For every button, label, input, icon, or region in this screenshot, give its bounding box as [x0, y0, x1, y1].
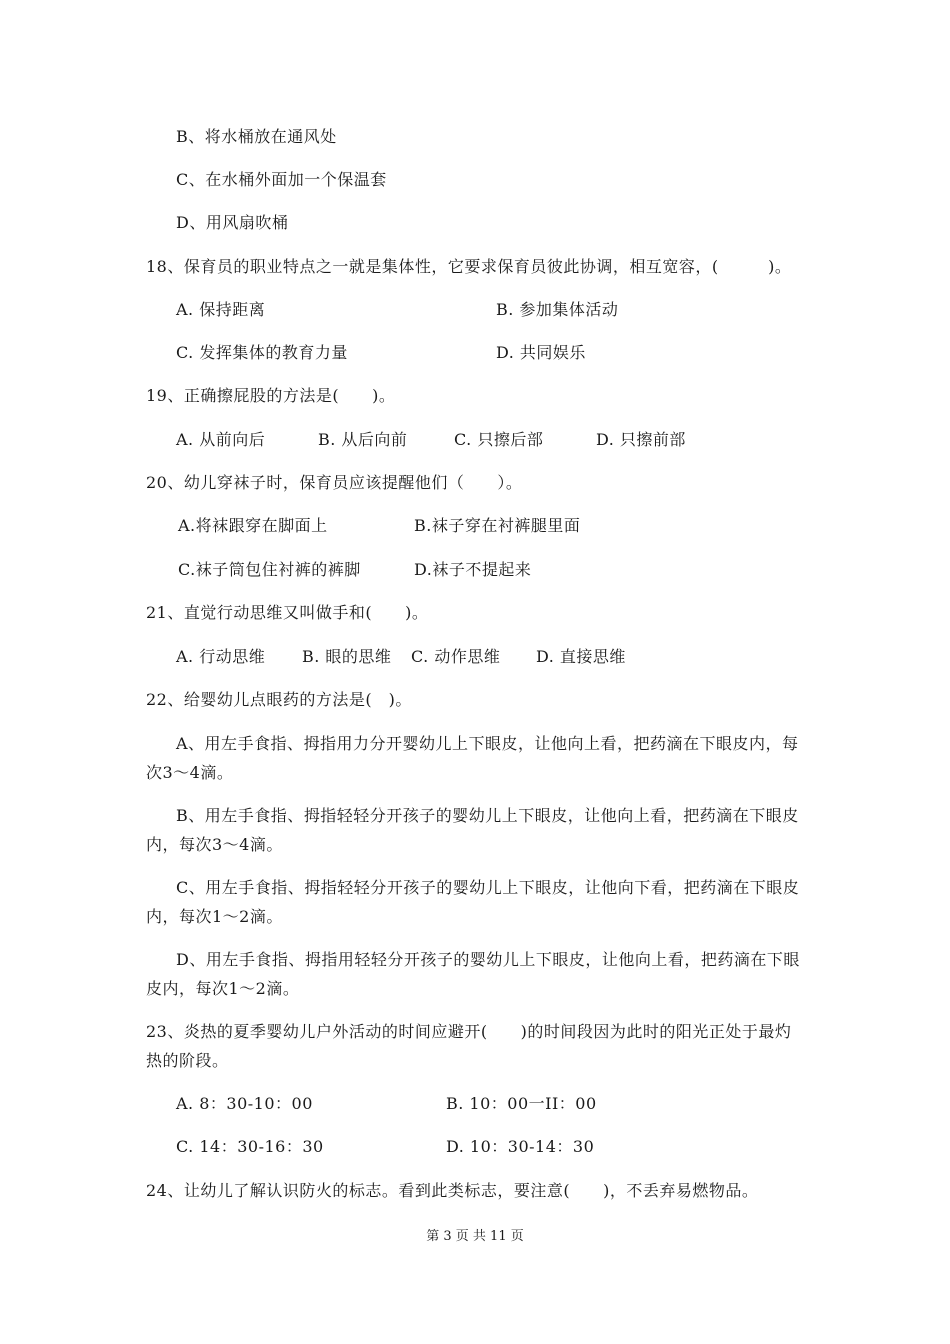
q18-option-d: D. 共同娱乐: [496, 343, 586, 362]
q22-option-c-line2: 内，每次1～2滴。: [146, 907, 283, 926]
q21-option-c: C. 动作思维: [411, 647, 501, 666]
q18-option-c: C. 发挥集体的教育力量: [176, 343, 348, 362]
q21-option-a: A. 行动思维: [176, 647, 266, 666]
q19-stem: 19、正确擦屁股的方法是( )。: [146, 386, 396, 405]
q17-option-c: C、在水桶外面加一个保温套: [176, 170, 387, 189]
q23-option-d: D. 10：30-14：30: [446, 1137, 595, 1156]
q22-option-b-line2: 内，每次3～4滴。: [146, 835, 283, 854]
q23-option-c: C. 14：30-16：30: [176, 1137, 324, 1156]
q18-option-a: A. 保持距离: [176, 300, 266, 319]
page-footer: 第 3 页 共 11 页: [426, 1229, 524, 1244]
q19-option-b: B. 从后向前: [318, 430, 408, 449]
q22-option-a-line1: A、用左手食指、拇指用力分开婴幼儿上下眼皮，让他向上看，把药滴在下眼皮内，每: [176, 734, 799, 753]
q19-option-c: C. 只擦后部: [454, 430, 544, 449]
q22-option-c-line1: C、用左手食指、拇指轻轻分开孩子的婴幼儿上下眼皮，让他向下看，把药滴在下眼皮: [176, 878, 800, 897]
q23-stem-line1: 23、炎热的夏季婴幼儿户外活动的时间应避开( )的时间段因为此时的阳光正处于最灼: [146, 1022, 792, 1041]
q21-stem: 21、直觉行动思维又叫做手和( )。: [146, 603, 429, 622]
q22-stem: 22、给婴幼儿点眼药的方法是( )。: [146, 690, 412, 709]
q20-option-b: B.袜子穿在衬裤腿里面: [414, 516, 581, 535]
q23-option-b: B. 10：00一II：00: [446, 1094, 597, 1113]
q22-option-d-line1: D、用左手食指、拇指用轻轻分开孩子的婴幼儿上下眼皮，让他向上看，把药滴在下眼: [176, 950, 800, 969]
q24-stem: 24、让幼儿了解认识防火的标志。看到此类标志，要注意( )，不丢弃易燃物品。: [146, 1181, 759, 1200]
q17-option-b: B、将水桶放在通风处: [176, 127, 337, 146]
q20-option-c: C.袜子筒包住衬裤的裤脚: [178, 560, 361, 579]
q23-stem-line2: 热的阶段。: [146, 1051, 229, 1070]
q20-stem: 20、幼儿穿袜子时，保育员应该提醒他们（ ）。: [146, 473, 523, 492]
q19-option-d: D. 只擦前部: [596, 430, 686, 449]
q19-option-a: A. 从前向后: [176, 430, 266, 449]
q18-stem: 18、保育员的职业特点之一就是集体性，它要求保育员彼此协调，相互宽容，( )。: [146, 257, 792, 276]
q20-option-d: D.袜子不提起来: [414, 560, 532, 579]
q21-option-d: D. 直接思维: [536, 647, 626, 666]
q22-option-b-line1: B、用左手食指、拇指轻轻分开孩子的婴幼儿上下眼皮，让他向上看，把药滴在下眼皮: [176, 806, 799, 825]
q20-option-a: A.将袜跟穿在脚面上: [178, 516, 328, 535]
q21-option-b: B. 眼的思维: [302, 647, 392, 666]
q22-option-d-line2: 皮内，每次1～2滴。: [146, 979, 300, 998]
q23-option-a: A. 8：30-10：00: [176, 1094, 313, 1113]
q17-option-d: D、用风扇吹桶: [176, 213, 289, 232]
q22-option-a-line2: 次3～4滴。: [146, 763, 234, 782]
q18-option-b: B. 参加集体活动: [496, 300, 619, 319]
